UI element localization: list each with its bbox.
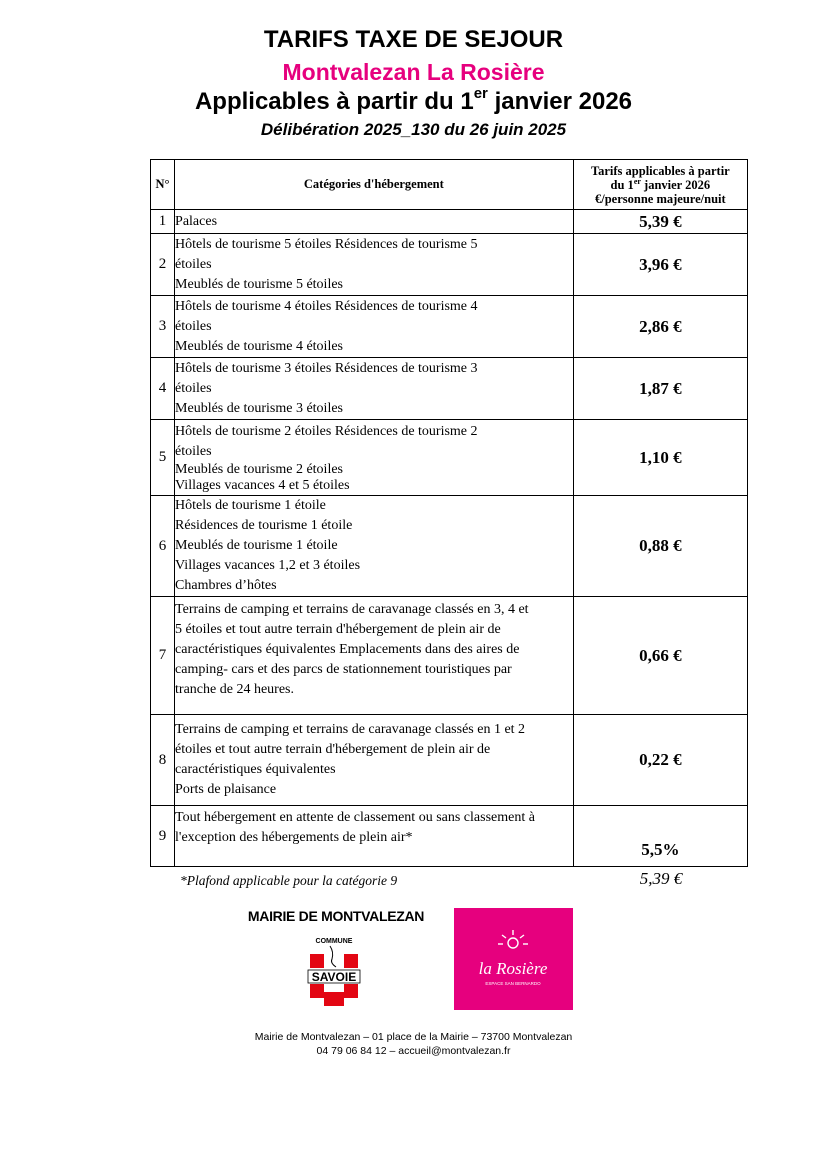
applicable-suffix: janvier 2026 [487,88,633,115]
row-tariff: 1,87 € [573,358,747,420]
category-line: Meublés de tourisme 2 étoiles [175,461,343,477]
row-tariff: 1,10 € [573,420,747,496]
signature-mark-icon [330,946,336,967]
applicable-prefix: Applicables à partir du 1 [194,88,474,115]
category-line: Villages vacances 4 et 5 étoiles [175,477,350,493]
header-tariff-line3: €/personne majeure/nuit [595,191,726,206]
category-line: Ports de plaisance [175,782,277,797]
category-line: Terrains de camping et terrains de caravanage classés en 1 et 2 [175,722,526,737]
header-tariff [573,160,747,210]
la-rosiere-logo [454,908,573,1010]
category-line: camping- cars et des parcs de stationnement touristiques par [175,662,512,677]
category-line: Hôtels de tourisme 4 étoiles Résidences de tourisme 4 [175,298,478,314]
header-tariff-line2-sup: er [633,176,641,186]
table-row [151,296,748,358]
applicable-date [0,87,827,117]
row-category [175,597,574,715]
row-tariff: 2,86 € [573,296,747,358]
category-line: Meublés de tourisme 1 étoile [175,538,338,553]
savoie-red-square-icon [310,984,324,998]
table-row [151,806,748,867]
row-number: 2 [151,234,175,296]
row-number: 5 [151,420,175,496]
row-tariff: 5,5% [573,806,747,867]
category-line: Hôtels de tourisme 3 étoiles Résidences de tourisme 3 [175,360,478,376]
table-row [151,420,748,496]
category-line: Meublés de tourisme 3 étoiles [175,400,343,416]
category-line: Hôtels de tourisme 2 étoiles Résidences de tourisme 2 [175,423,478,439]
row-category [175,496,574,597]
savoie-red-square-icon [344,984,358,998]
category-line: étoiles [175,318,212,334]
mairie-logo-title: MAIRIE DE MONTVALEZAN [247,908,425,924]
row-number: 7 [151,597,175,715]
applicable-sup: er [473,85,488,102]
category-line: tranche de 24 heures. [175,682,294,697]
category-line: étoiles [175,443,212,459]
savoie-red-square-icon [344,954,358,968]
category-line: Hôtels de tourisme 5 étoiles Résidences de tourisme 5 [175,236,478,252]
category-line: Chambres d’hôtes [175,578,277,593]
table-row [151,597,748,715]
row-number: 8 [151,715,175,806]
table-row [151,715,748,806]
header-category: Catégories d'hébergement [175,160,574,210]
savoie-commune-logo [300,934,368,1014]
row-number: 3 [151,296,175,358]
category-line: caractéristiques équivalentes Emplacements dans des aires de [175,642,520,657]
row-category [175,210,574,234]
page-title: TARIFS TAXE DE SEJOUR [263,26,564,53]
deliberation: Délibération 2025_130 du 26 juin 2025 [260,120,567,139]
footnote-cap-value: 5,39 € [639,869,683,888]
row-tariff: 0,66 € [573,597,747,715]
category-line: Terrains de camping et terrains de caravanage classés en 3, 4 et [175,602,529,617]
savoie-commune-text: COMMUNE [315,938,353,945]
header-number: N° [151,160,175,210]
footnote: *Plafond applicable pour la catégorie 9 [180,873,398,888]
row-tariff: 5,39 € [573,210,747,234]
logo-name: la Rosière [478,959,548,978]
row-number: 1 [151,210,175,234]
category-line: Villages vacances 1,2 et 3 étoiles [175,558,361,573]
table-row [151,358,748,420]
table-header-row [151,160,748,210]
row-tariff: 3,96 € [573,234,747,296]
savoie-red-square-icon [310,954,324,968]
row-category [175,420,574,496]
address-line: Mairie de Montvalezan – 01 place de la Mairie – 73700 Montvalezan [254,1031,573,1043]
category-line: 5 étoiles et tout autre terrain d'hébergement de plein air de [175,622,501,637]
category-line: Palaces [175,213,218,229]
category-line: Meublés de tourisme 5 étoiles [175,276,343,292]
header-tariff-line1: Tarifs applicables à partir [590,163,730,178]
row-category [175,806,574,867]
category-line: l'exception des hébergements de plein air* [175,830,413,845]
table-row [151,496,748,597]
row-tariff: 0,88 € [573,496,747,597]
category-line: Tout hébergement en attente de classement ou sans classement à [175,810,535,825]
category-line: Résidences de tourisme 1 étoile [175,518,353,533]
row-tariff: 0,22 € [573,715,747,806]
page-subtitle: Montvalezan La Rosière [282,59,545,85]
row-category [175,358,574,420]
table-row [151,234,748,296]
category-line: caractéristiques équivalentes [175,762,336,777]
savoie-red-square-icon [324,992,344,1006]
table-row [151,210,748,234]
category-line: étoiles [175,256,212,272]
header-tariff-line2-suffix: janvier 2026 [640,177,711,192]
header-tariff-line2-prefix: du 1 [610,177,634,192]
savoie-name-text: SAVOIE [311,970,357,984]
category-line: étoiles [175,380,212,396]
logo-tagline: ESPACE SAN BERNARDO [485,981,541,986]
row-category [175,715,574,806]
tariff-table [150,159,748,867]
row-number: 9 [151,806,175,867]
row-number: 4 [151,358,175,420]
row-category [175,234,574,296]
row-category [175,296,574,358]
contact-line: 04 79 06 84 12 – accueil@montvalezan.fr [316,1045,511,1057]
category-line: Meublés de tourisme 4 étoiles [175,338,343,354]
category-line: étoiles et tout autre terrain d'hébergement de plein air de [175,742,491,757]
category-line: Hôtels de tourisme 1 étoile [175,498,326,513]
row-number: 6 [151,496,175,597]
